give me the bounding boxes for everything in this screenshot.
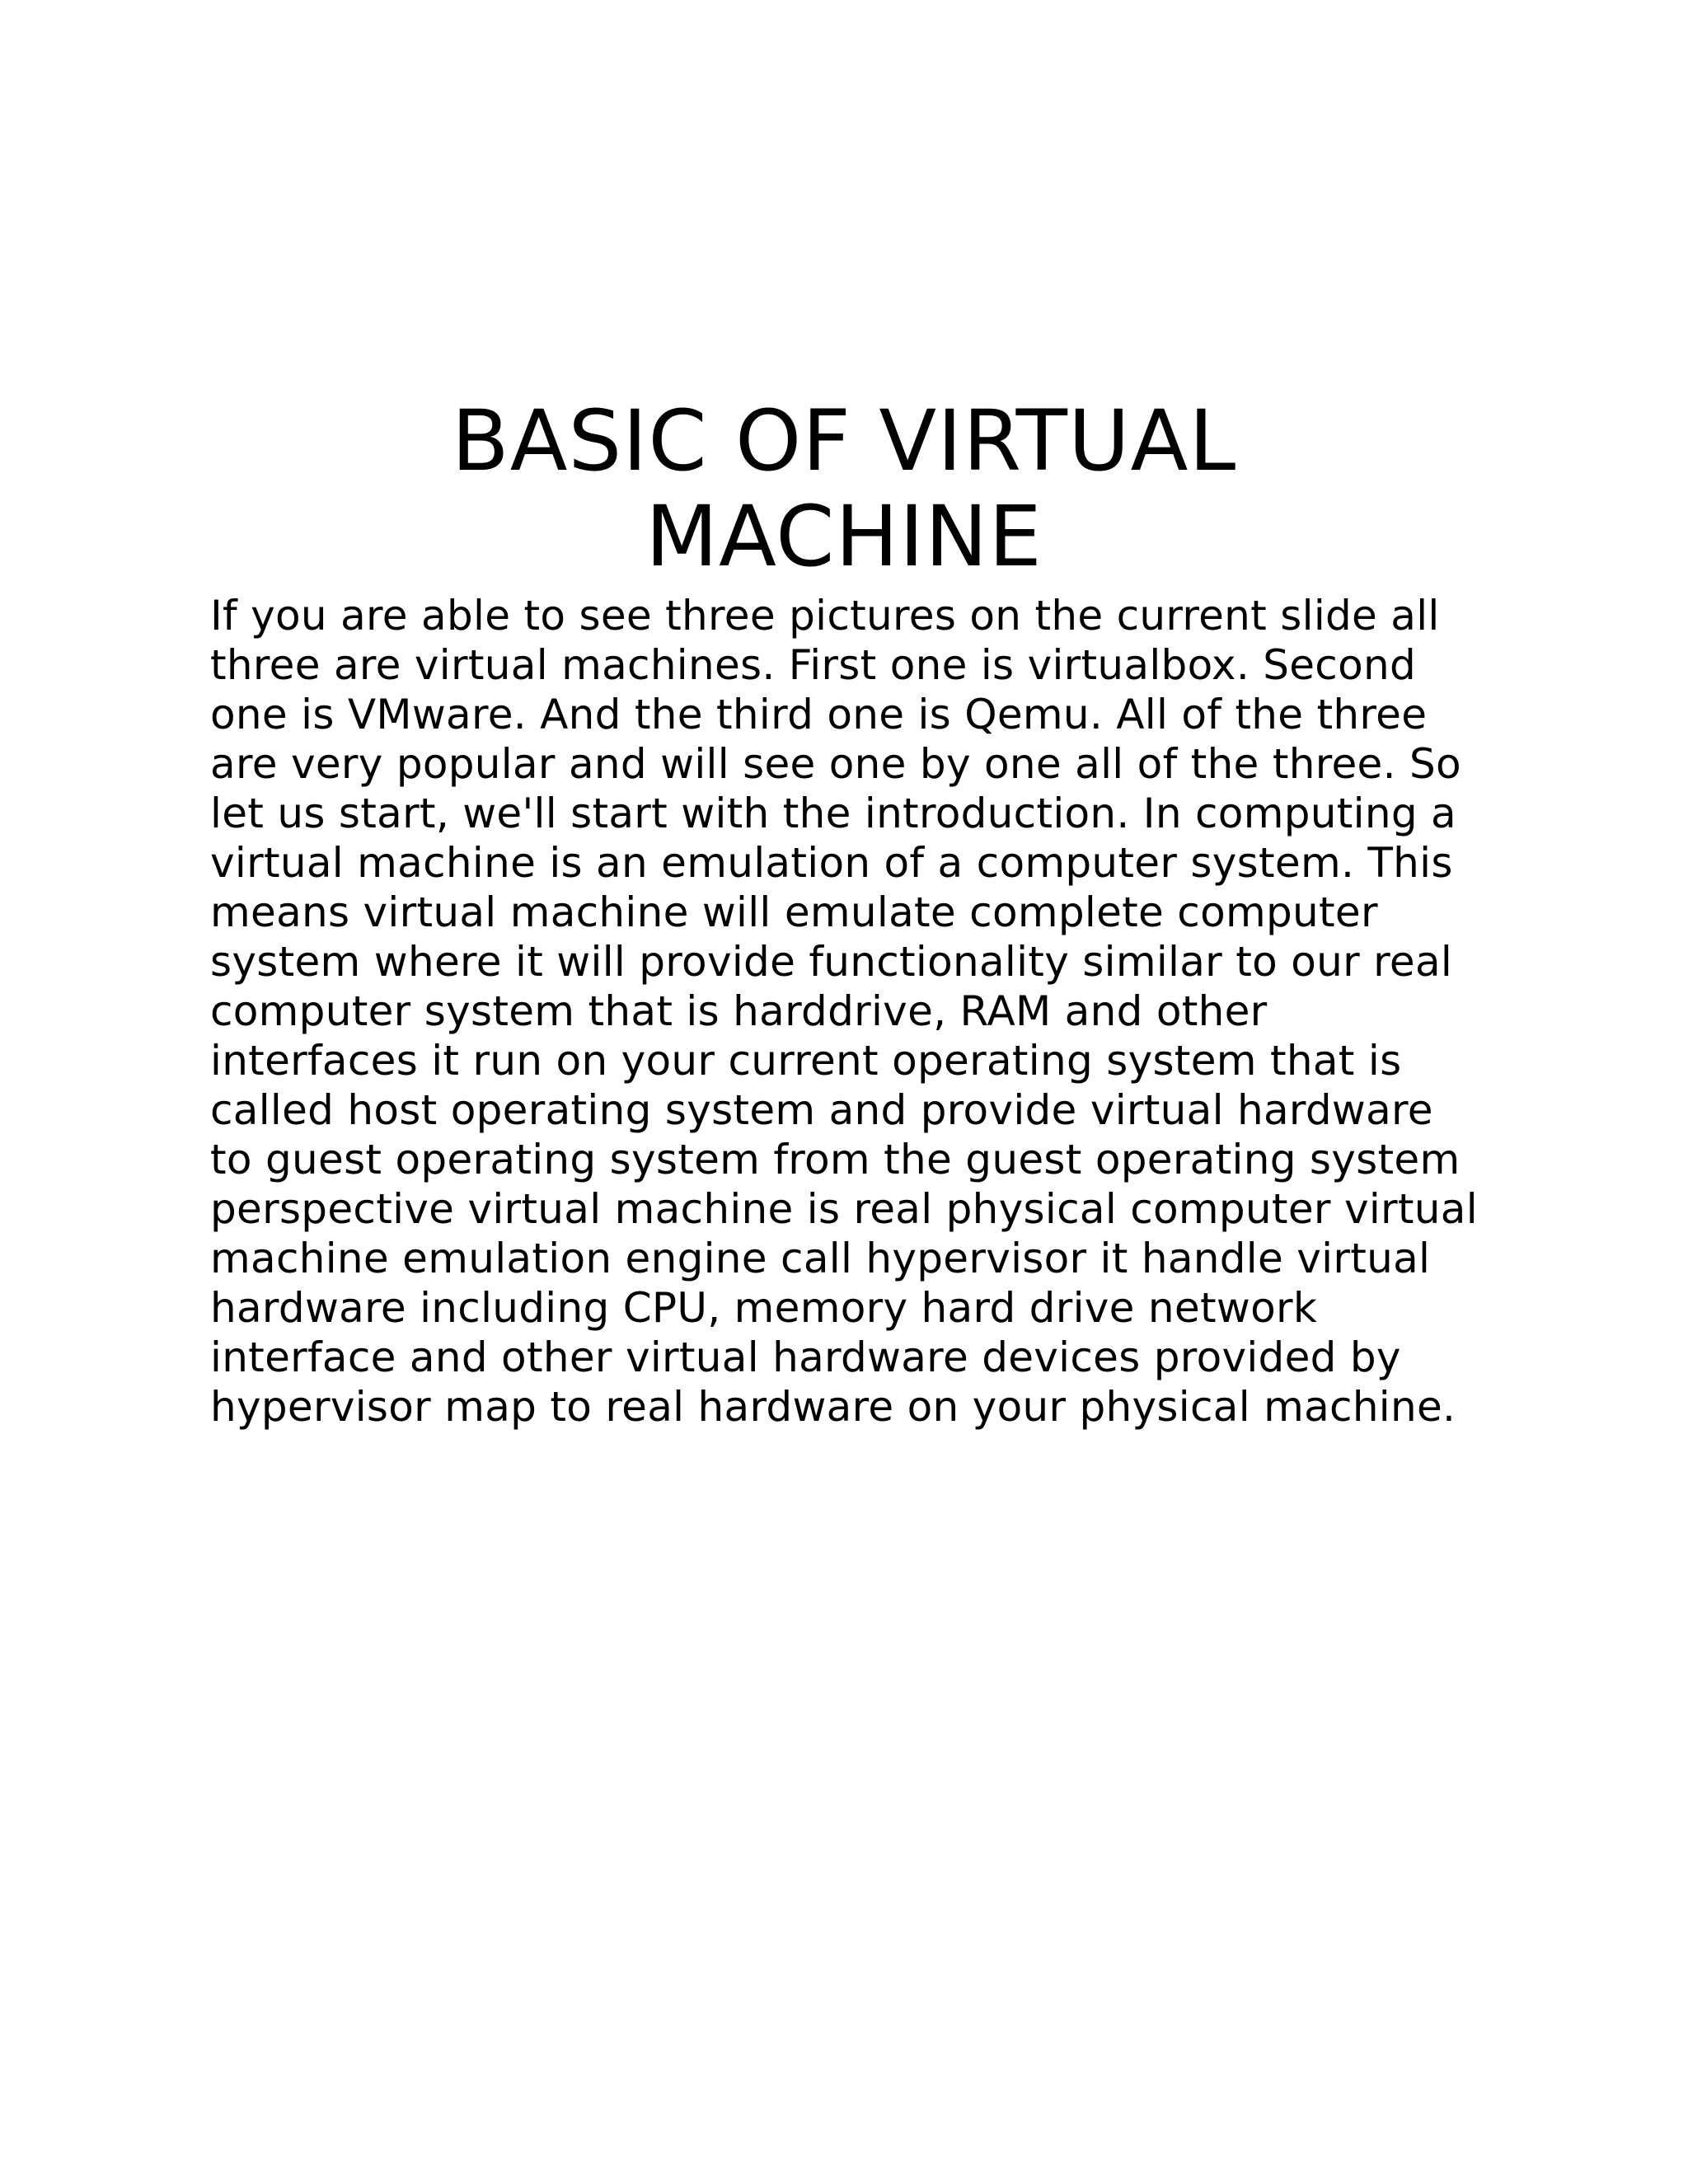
body-line: three are virtual machines. First one is virtualbox. Second [210, 641, 1417, 689]
body-line: computer system that is harddrive, RAM and other [210, 987, 1268, 1035]
body-line: called host operating system and provide virtual hardware [210, 1086, 1433, 1134]
body-line: hardware including CPU, memory hard drive network [210, 1284, 1318, 1332]
body-line: means virtual machine will emulate complete computer [210, 888, 1378, 936]
document-title [0, 394, 1688, 585]
body-line: machine emulation engine call hypervisor it handle virtual [210, 1235, 1431, 1282]
body-line: one is VMware. And the third one is Qemu. All of the three [210, 691, 1428, 738]
body-line: are very popular and will see one by one all of the three. So [210, 740, 1461, 788]
body-line: system where it will provide functionality similar to our real [210, 938, 1453, 986]
body-line: virtual machine is an emulation of a computer system. This [210, 839, 1453, 887]
body-line: interface and other virtual hardware devices provided by [210, 1333, 1401, 1381]
body-line: hypervisor map to real hardware on your physical machine. [210, 1383, 1456, 1431]
title-line: BASIC OF VIRTUAL [451, 392, 1237, 490]
title-line: MACHINE [645, 488, 1043, 586]
body-line: If you are able to see three pictures on the current slide all [210, 592, 1440, 640]
body-line: perspective virtual machine is real physical computer virtual [210, 1185, 1478, 1233]
body-paragraph [210, 591, 1529, 1432]
body-line: interfaces it run on your current operating system that is [210, 1037, 1402, 1085]
body-line: to guest operating system from the guest operating system [210, 1136, 1461, 1183]
body-line: let us start, we'll start with the introduction. In computing a [210, 790, 1456, 837]
